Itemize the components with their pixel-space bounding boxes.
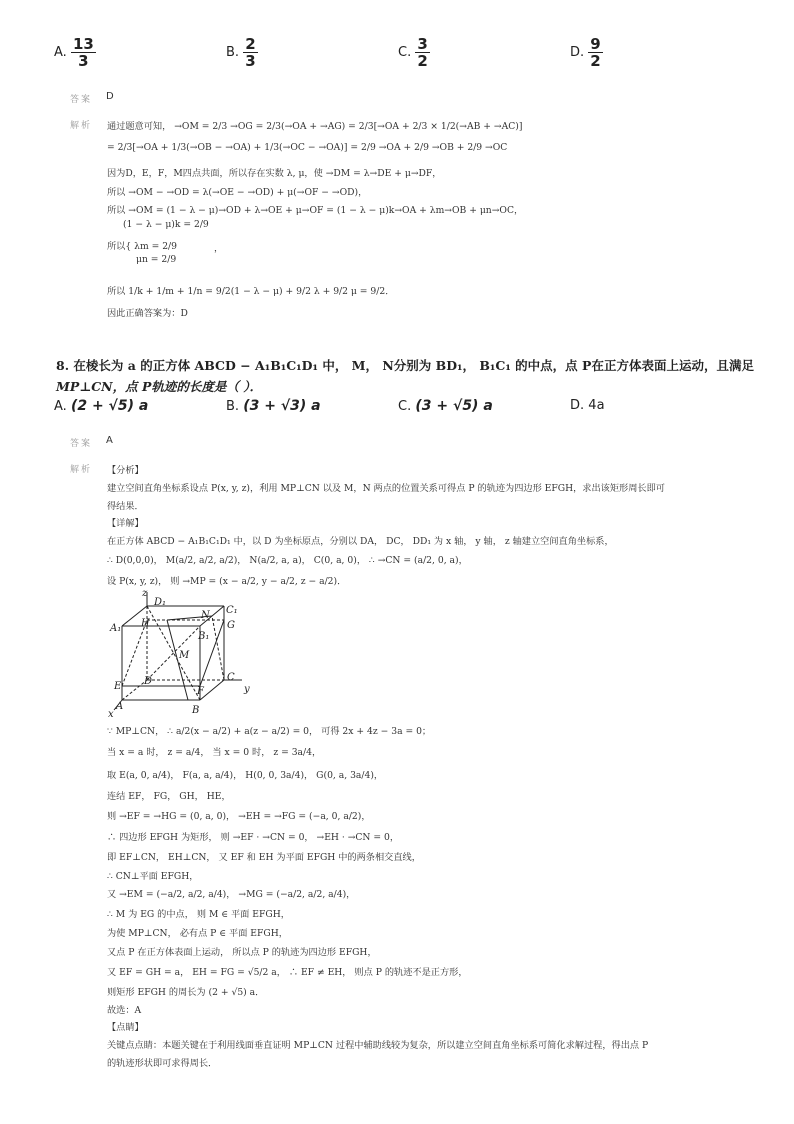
denominator: 3 — [78, 52, 89, 70]
label-y: y — [244, 684, 250, 695]
q8-line-5: 在正方体 ABCD − A₁B₁C₁D₁ 中，以 D 为坐标原点，分别以 DA， DC， DD₁ 为 x 轴， y 轴， z 轴建立空间直角坐标系， — [107, 536, 614, 547]
numerator: 2 — [245, 35, 256, 53]
q8-option-b — [226, 398, 321, 414]
label-d: D — [144, 676, 153, 687]
label-g: G — [227, 620, 235, 631]
q8-option-a — [54, 398, 148, 414]
q8-option-c — [398, 398, 493, 414]
q8-line-25: 的轨迹形状即可求得周长． — [107, 1058, 218, 1069]
label-d1: D₁ — [154, 597, 167, 608]
denominator: 2 — [417, 52, 428, 70]
q8-line-18: 为使 MP⊥CN， 必有点 P ∈ 平面 EFGH， — [107, 928, 288, 939]
q8-answer: A — [106, 435, 113, 446]
q8-option-d-text: 4a — [588, 398, 605, 413]
q8-line-4: 【详解】 — [107, 518, 144, 529]
q8-line-21: 则矩形 EFGH 的周长为 (2 + √5) a． — [107, 987, 265, 998]
label-c: C — [227, 672, 235, 683]
numerator: 13 — [72, 35, 94, 53]
q8-line-1: 【分析】 — [107, 465, 144, 476]
q8-line-19: 又点 P 在正方体表面上运动， 所以点 P 的轨迹为四边形 EFGH， — [107, 947, 377, 958]
q8-line-14: 即 EF⊥CN， EH⊥CN， 又 EF 和 EH 为平面 EFGH 中的两条相交直线， — [107, 852, 421, 863]
q7-option-c-fraction — [415, 36, 429, 69]
q7-option-a — [54, 36, 96, 69]
q8-option-c-text: (3 + √5) a — [415, 398, 493, 414]
q8-option-b-text: (3 + √3) a — [243, 398, 321, 414]
q8-line-15: ∴ CN⊥平面 EFGH， — [107, 871, 199, 882]
numerator: 9 — [590, 35, 601, 53]
q8-option-b-letter: B. — [226, 399, 240, 414]
q7-analysis-line-8: μn = 2/9 — [136, 254, 177, 265]
q8-line-23: 【点睛】 — [107, 1022, 144, 1033]
q8-option-a-letter: A. — [54, 399, 67, 414]
cube-diagram — [104, 588, 254, 718]
q8-answer-tag: 答案 — [70, 439, 93, 449]
q8-line-3: 得结果． — [107, 501, 144, 512]
q7-option-a-fraction — [71, 36, 96, 69]
q8-line-10: 取 E(a, 0, a/4)， F(a, a, a/4)， H(0, 0, 3a/4)， G(0, a, 3a/4)， — [107, 770, 384, 781]
q7-analysis-line-7: 所以{ λm = 2/9 — [107, 241, 178, 252]
q8-line-16: 又 →EM = (−a/2, a/2, a/4)， →MG = (−a/2, a/2, a/4)， — [107, 889, 356, 900]
denominator: 2 — [590, 52, 601, 70]
label-x: x — [108, 709, 114, 718]
label-b: B — [192, 705, 200, 716]
denominator: 3 — [245, 52, 256, 70]
q7-option-d-letter: D. — [570, 45, 585, 60]
label-h: H — [141, 618, 150, 629]
q7-analysis-line-4: 所以 →OM − →OD = λ(→OE − →OD) + μ(→OF − →OD)， — [107, 187, 368, 198]
q8-line-8: ∵ MP⊥CN， ∴ a/2(x − a/2) + a(z − a/2) = 0， 可得 2x + 4z − 3a = 0； — [107, 726, 432, 737]
segment-fg — [200, 620, 224, 686]
q7-option-b-fraction — [243, 36, 257, 69]
q8-analysis-tag: 解析 — [70, 465, 93, 475]
label-f: F — [197, 686, 204, 697]
q8-line-12: 则 →EF = →HG = (0, a, 0)， →EH = →FG = (−a, 0, a/2)， — [107, 811, 371, 822]
q7-option-d-fraction — [588, 36, 602, 69]
label-e: E — [114, 681, 122, 692]
q8-line-11: 连结 EF， FG， GH， HE， — [107, 791, 231, 802]
q7-analysis-line-9: 所以 1/k + 1/m + 1/n = 9/2(1 − λ − μ) + 9/2 λ + 9/2 μ = 9/2． — [107, 286, 395, 297]
q8-line-24: 关键点点睛：本题关键在于利用线面垂直证明 MP⊥CN 过程中辅助线较为复杂，所以建立空间直角坐标系可简化求解过程，得出点 P — [107, 1040, 649, 1051]
q8-line-2: 建立空间直角坐标系设点 P(x, y, z)，利用 MP⊥CN 以及 M，N 两点的位置关系可得点 P 的轨迹为四边形 EFGH，求出该矩形周长即可 — [107, 483, 665, 494]
numerator: 3 — [417, 35, 428, 53]
q7-analysis-line-6: (1 − λ − μ)k = 2/9 — [123, 219, 209, 230]
q8-option-a-text: (2 + √5) a — [70, 398, 149, 414]
q7-analysis-line-1: 通过题意可知， →OM = 2/3 →OG = 2/3(→OA + →AG) = 2/3[→OA + 2/3 × 1/2(→AB + →AC)] — [107, 121, 523, 132]
q8-line-6: ∴ D(0,0,0)， M(a/2, a/2, a/2)， N(a/2, a, a)， C(0, a, 0)， ∴ →CN = (a/2, 0, a)， — [107, 555, 468, 566]
q8-line-17: ∴ M 为 EG 的中点， 则 M ∈ 平面 EFGH， — [107, 909, 290, 920]
q8-option-d-letter: D. — [570, 398, 585, 413]
q8-line-22: 故选：A — [107, 1005, 142, 1016]
label-m: M — [179, 650, 190, 661]
label-z: z — [142, 588, 148, 599]
q7-option-d — [570, 36, 603, 69]
q7-option-b-letter: B. — [226, 45, 240, 60]
label-n: N — [201, 610, 210, 621]
q7-option-c-letter: C. — [398, 45, 412, 60]
q7-analysis-line-3: 因为D，E，F，M四点共面，所以存在实数 λ, μ，使 →DM = λ→DE + μ→DF， — [107, 168, 442, 179]
q8-line-9: 当 x = a 时， z = a/4， 当 x = 0 时， z = 3a/4， — [107, 747, 322, 758]
q7-analysis-line-10: 因此正确答案为：D — [107, 308, 188, 319]
q8-line-20: 又 EF = GH = a， EH = FG = √5/2 a， ∴ EF ≠ EH， 则点 P 的轨迹不是正方形， — [107, 967, 468, 978]
q7-option-a-letter: A. — [54, 45, 67, 60]
q8-line-13: ∴ 四边形 EFGH 为矩形， 则 →EF · →CN = 0， →EH · →CN = 0， — [107, 832, 400, 843]
q8-stem-line-1: 8. 在棱长为 a 的正方体 ABCD − A₁B₁C₁D₁ 中， M， N分别为 BD₁， B₁C₁ 的中点，点 P在正方体表面上运动，且满足 — [56, 358, 754, 373]
q7-analysis-tag: 解析 — [70, 121, 93, 131]
q7-analysis-line-5: 所以 →OM = (1 − λ − μ)→OD + λ→OE + μ→OF = (1 − λ − μ)k→OA + λm→OB + μn→OC， — [107, 205, 524, 216]
label-b1: B₁ — [198, 631, 210, 642]
q8-stem-line-2: MP⊥CN，点 P轨迹的长度是（ ）． — [56, 379, 262, 394]
label-a1: A₁ — [110, 623, 122, 634]
q7-analysis-line-2: = 2/3[→OA + 1/3(→OB − →OA) + 1/3(→OC − →OA)] = 2/9 →OA + 2/9 →OB + 2/9 →OC — [107, 142, 508, 153]
q8-option-c-letter: C. — [398, 399, 412, 414]
label-c1: C₁ — [226, 605, 238, 616]
q7-answer-tag: 答案 — [70, 95, 93, 105]
q7-option-c — [398, 36, 430, 69]
segment-d-b1 — [147, 626, 200, 680]
label-a: A — [116, 701, 124, 712]
q8-line-7: 设 P(x, y, z)， 则 →MP = (x − a/2, y − a/2, z − a/2)． — [107, 576, 347, 587]
q8-option-d — [570, 398, 605, 413]
q7-option-b — [226, 36, 258, 69]
q7-answer: D — [106, 91, 114, 102]
q7-analysis-comma: ， — [214, 243, 224, 254]
